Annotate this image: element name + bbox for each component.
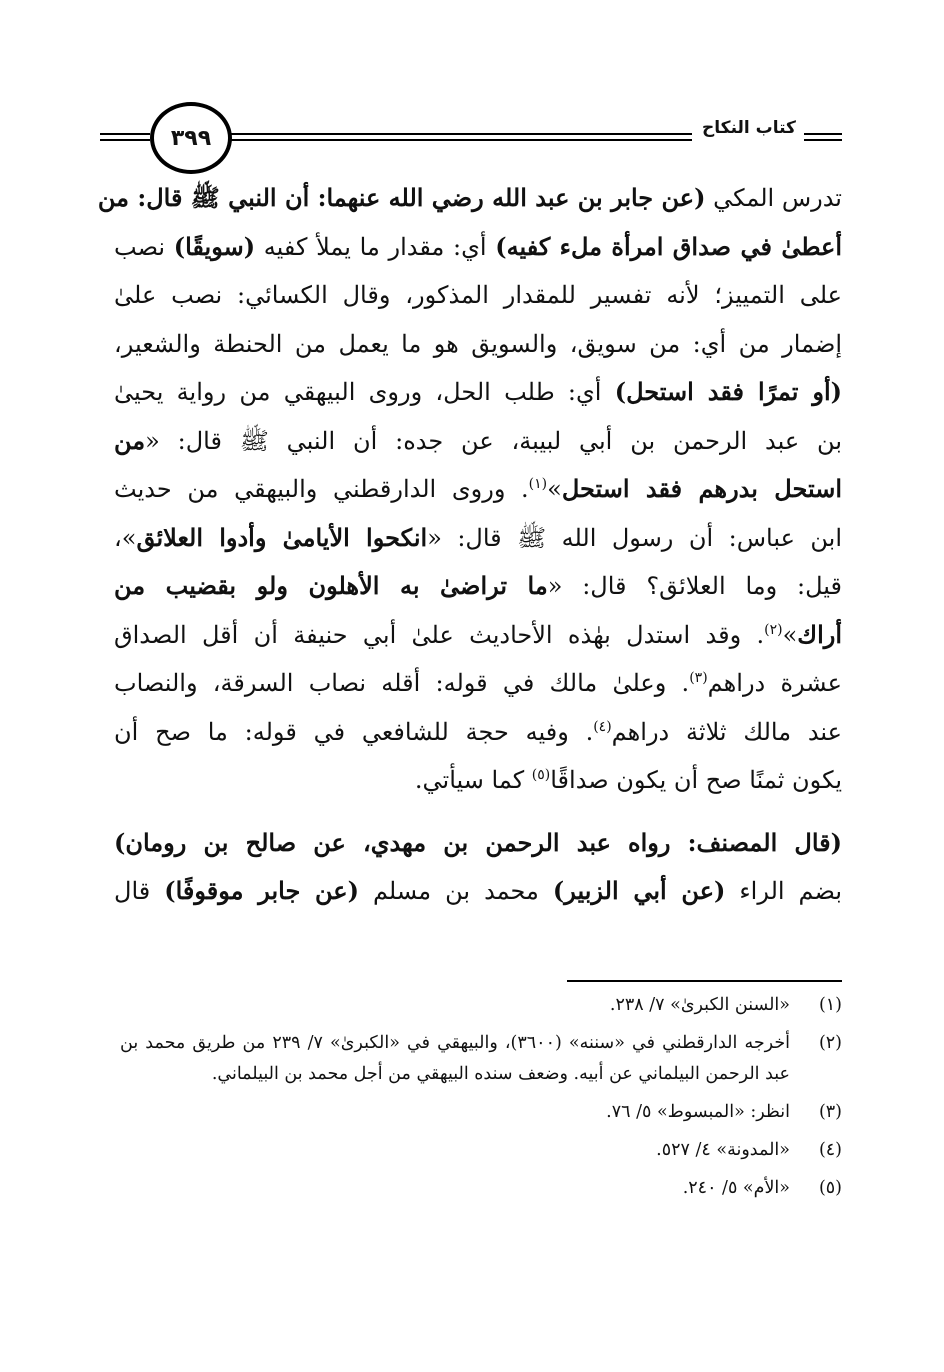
bold-run: (عن جابر موقوفًا) <box>164 876 359 905</box>
footnote <box>120 1173 842 1204</box>
text-run: . وفيه حجة للشافعي في قوله: ما صح أن <box>114 717 594 746</box>
footnote-text: «الأم» ٥/ ٢٤٠. <box>682 1178 790 1198</box>
text-run: محمد بن مسلم <box>358 877 553 905</box>
footnote-number: (٥) <box>818 1178 842 1198</box>
text-line <box>114 417 842 466</box>
footnotes <box>120 990 842 1211</box>
header-rule <box>230 133 692 135</box>
bold-run: استحل بدرهم فقد استحل <box>561 474 842 503</box>
text-run: . وروى الدارقطني والبيهقي من حديث <box>114 475 529 503</box>
text-line <box>114 465 842 514</box>
main-text <box>97 174 843 916</box>
header-rule <box>230 139 692 141</box>
text-run: . وقد استدل بهٰذه الأحاديث علىٰ أبي حنيفة أن أقل الصداق <box>114 620 765 649</box>
bold-run: أعطىٰ في صداق امرأة ملء كفيه) <box>495 231 842 261</box>
text-line: (قال المصنف: رواه عبد الرحمن بن مهدي، عن صالح بن رومان) <box>114 827 842 857</box>
text-run: عند مالك ثلاثة دراهم <box>611 717 842 746</box>
text-run: »، <box>114 523 137 552</box>
text-line: على التمييز؛ لأنه تفسير للمقدار المذكور، وقال الكسائي: نصب علىٰ <box>114 281 842 309</box>
bold-run: أراك <box>797 619 842 649</box>
footnote-text: «المدونة» ٤/ ٥٢٧. <box>656 1140 790 1160</box>
footnote-number: (٣) <box>818 1102 842 1122</box>
header-rule <box>100 139 150 141</box>
text-run: أي: طلب الحل، وروى البيهقي من رواية يحيىٰ <box>114 378 615 406</box>
text-line <box>114 611 842 660</box>
page-number-badge <box>150 102 232 174</box>
text-run: تدرس المكي <box>705 184 842 212</box>
bold-run: ما تراضىٰ به الأهلون ولو بقضيب من <box>114 571 548 600</box>
text-line <box>114 514 842 563</box>
footnote-number: (٤) <box>818 1140 842 1160</box>
text-line <box>114 562 842 611</box>
text-run: . وعلىٰ مالك في قوله: أقله نصاب السرقة، والنصاب <box>114 669 690 697</box>
running-title: كتاب النكاح <box>702 118 796 138</box>
text-line <box>114 756 842 805</box>
text-run: يكون ثمنًا صح أن يكون صداقًا <box>550 766 842 794</box>
footnote <box>120 1097 842 1128</box>
text-run: » <box>547 475 562 503</box>
text-run: » <box>782 620 798 649</box>
footnote-number: (١) <box>818 995 842 1015</box>
header-rule <box>804 139 842 141</box>
footnote-text: «السنن الكبرىٰ» ٧/ ٢٣٨. <box>609 995 790 1015</box>
footnote-number: (٢) <box>818 1033 842 1053</box>
text-run: قيل: وما العلائق؟ قال: « <box>547 572 842 600</box>
text-run: قال <box>114 877 165 905</box>
bold-run: (أو تمرًا فقد استحل) <box>614 377 842 406</box>
text-line <box>114 223 842 272</box>
page-number: ٣٩٩ <box>170 125 212 151</box>
footnote <box>120 990 842 1021</box>
text-run: بن عبد الرحمن بن أبي لبيبة، عن جده: أن النبي ﷺ قال: « <box>145 426 842 455</box>
text-run: عشرة دراهم <box>707 669 842 697</box>
header-rule <box>100 133 150 135</box>
text-run: بضم الراء <box>725 877 843 905</box>
text-run: كما سيأتي. <box>414 766 532 794</box>
page-header <box>100 100 842 170</box>
text-line <box>97 174 842 223</box>
footnote-separator <box>567 980 842 982</box>
footnote-ref: (٥) <box>531 767 551 783</box>
text-line: إضمار من أي: من سويق، والسويق هو ما يعمل من الحنطة والشعير، <box>114 329 842 358</box>
text-run: أي: مقدار ما يملأ كفيه <box>255 232 496 261</box>
footnote <box>120 1028 842 1090</box>
footnote-ref: (٤) <box>593 718 612 735</box>
bold-run: (سويقًا) <box>173 231 256 261</box>
text-line <box>114 659 842 708</box>
footnote-ref: (٣) <box>689 670 708 686</box>
footnote-ref: (١) <box>528 476 548 492</box>
bold-run: (عن أبي الزبير) <box>552 876 726 905</box>
bold-run: انكحوا الأيامىٰ وأدوا العلائق <box>136 522 428 552</box>
footnote-ref: (٢) <box>764 621 783 638</box>
text-line <box>114 867 842 916</box>
text-line <box>114 708 842 757</box>
header-rule <box>804 133 842 135</box>
text-run: نصب <box>114 232 174 261</box>
footnote-text: انظر: «المبسوط» ٥/ ٧٦. <box>606 1102 790 1122</box>
text-run: ابن عباس: أن رسول الله ﷺ قال: « <box>427 523 842 552</box>
bold-run: (عن جابر بن عبد الله رضي الله عنهما: أن النبي ﷺ قال: من <box>97 183 706 212</box>
footnote <box>120 1135 842 1166</box>
footnote-text: أخرجه الدارقطني في «سننه» (٣٦٠٠)، والبيهقي في «الكبرىٰ» ٧/ ٢٣٩ من طريق محمد بن عبد الرحمن البيلماني عن أبيه. وضعف سنده البيهقي من أجل محمد بن البيلماني. <box>120 1033 790 1084</box>
text-line <box>114 368 842 417</box>
bold-run: من <box>114 425 146 455</box>
